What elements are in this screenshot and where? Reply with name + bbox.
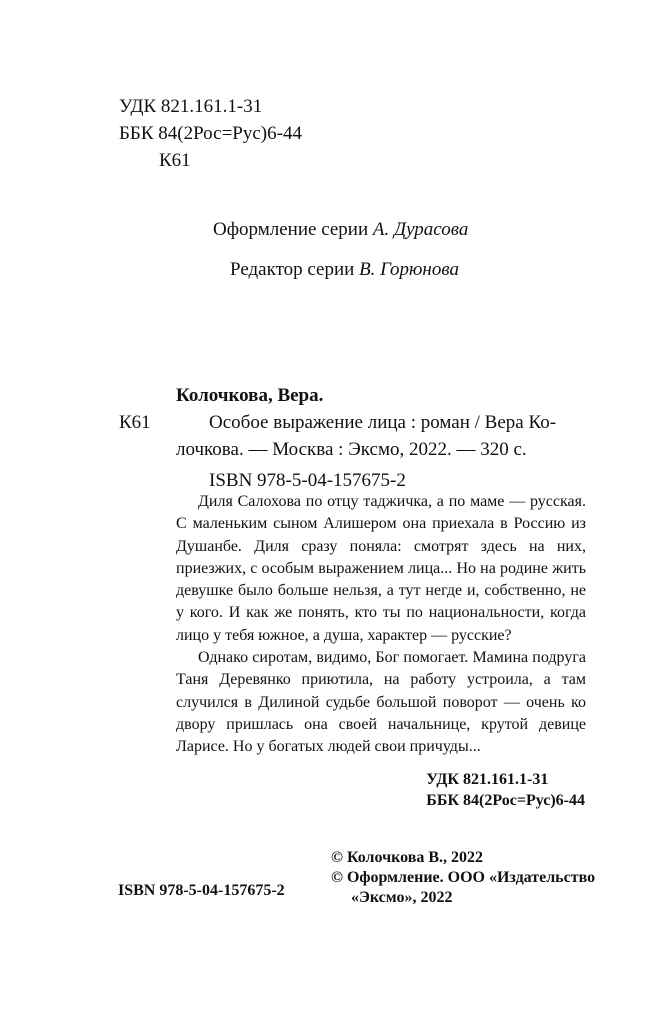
annotation [176,491,586,759]
bib-isbn: ISBN 978-5-04-157675-2 [209,470,406,491]
bib-mark: К61 [119,412,151,433]
series-editor-credit [230,259,459,281]
copyright-design-line1: © Оформление. ООО «Издательство [331,869,596,886]
codes-udk: УДК 821.161.1-31 [426,771,549,788]
series-editor-label: Редактор серии [230,259,355,280]
codes-block [426,769,585,811]
bib-title-line1: Особое выражение лица : роман / Вера Ко- [209,412,557,433]
series-design-credit [213,219,468,241]
annotation-paragraph: Однако сиротам, видимо, Бог помогает. Мамина подруга Таня Деревянко приютила, на работу устроила, а там случился в Дилиной судьбе большой поворот — очень ко двору пришлась она своей начальнице, крутой девице Ларисе. Но у богатых людей свои причуды... [176,649,586,756]
bottom-isbn: ISBN 978-5-04-157675-2 [118,882,285,899]
author-mark: К61 [159,150,191,171]
series-design-name: А. Дурасова [372,219,469,240]
udk-code: УДК 821.161.1-31 [119,96,263,117]
codes-bbk: ББК 84(2Рос=Рус)6-44 [426,792,585,809]
annotation-paragraph: Диля Салохова по отцу таджичка, а по маме — русская. С маленьким сыном Алишером она приехала в Россию из Душанбе. Диля сразу поняла: смотрят здесь на них, приезжих, с особым выражением лица... Но на родине жить девушке было больше нельзя, а тут негде и, собственно, не у кого. И как же понять, кто ты по национальности, когда лицо у тебя южное, а душа, характер — русские? [176,493,586,644]
series-editor-name: В. Горюнова [359,259,459,280]
bbk-code: ББК 84(2Рос=Рус)6-44 [119,123,302,144]
copyright-author: © Колочкова В., 2022 [331,849,484,866]
bib-author: Колочкова, Вера. [176,385,324,406]
bib-title-line2: лочкова. — Москва : Эксмо, 2022. — 320 с. [176,439,527,460]
copyright-design-line2: «Эксмо», 2022 [351,889,453,906]
series-design-label: Оформление серии [213,219,369,240]
